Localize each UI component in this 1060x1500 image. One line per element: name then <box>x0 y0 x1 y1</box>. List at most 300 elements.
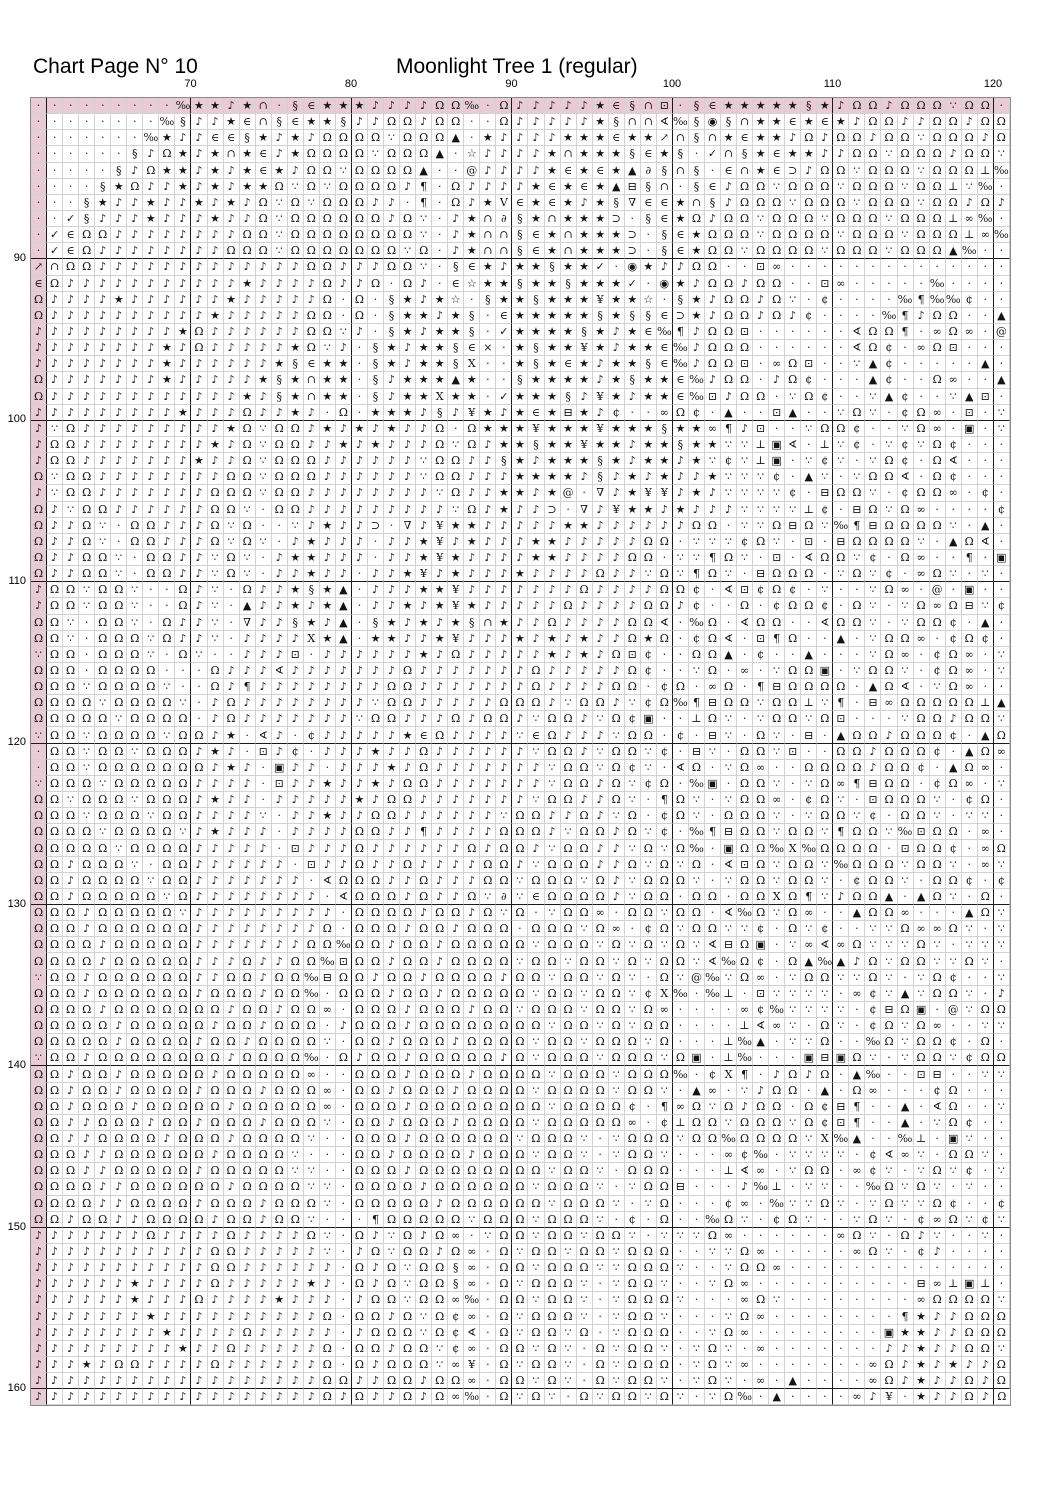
chart-cell: Ω <box>47 953 63 969</box>
chart-cell: ⊡ <box>817 276 833 292</box>
chart-cell: ∵ <box>914 1147 930 1163</box>
chart-cell: ♪ <box>400 98 416 114</box>
chart-cell: ♪ <box>31 1260 47 1276</box>
chart-cell: Ω <box>416 1050 432 1066</box>
chart-cell: · <box>705 905 721 921</box>
chart-cell: Ω <box>159 808 175 824</box>
chart-cell: ♪ <box>208 1292 224 1308</box>
chart-cell: Ω <box>962 163 978 179</box>
chart-cell: Ω <box>47 695 63 711</box>
chart-cell: Ω <box>47 792 63 808</box>
chart-cell: ∵ <box>801 421 817 437</box>
chart-cell: Ω <box>31 1034 47 1050</box>
chart-cell: · <box>641 1212 657 1228</box>
chart-cell: ★ <box>609 163 625 179</box>
chart-cell: ♪ <box>336 663 352 679</box>
chart-cell: ♪ <box>208 1325 224 1341</box>
chart-cell: · <box>962 1099 978 1115</box>
chart-cell: ¢ <box>865 808 881 824</box>
chart-cell: Ω <box>962 1147 978 1163</box>
chart-cell: Ω <box>288 1018 304 1034</box>
chart-cell: ♪ <box>384 372 400 388</box>
chart-cell: Ω <box>641 550 657 566</box>
chart-cell: ♪ <box>496 679 512 695</box>
chart-cell: ♪ <box>272 1341 288 1357</box>
chart-cell: ♪ <box>272 953 288 969</box>
chart-cell: ★ <box>288 130 304 146</box>
chart-cell: Ω <box>609 970 625 986</box>
chart-cell: § <box>512 372 528 388</box>
chart-cell: ♪ <box>609 631 625 647</box>
chart-cell: Ω <box>721 227 737 243</box>
chart-cell: ♪ <box>79 1389 95 1405</box>
chart-cell: Ω <box>657 889 673 905</box>
chart-cell: Ω <box>721 1276 737 1292</box>
chart-cell: Ω <box>881 647 897 663</box>
chart-cell: ∵ <box>785 1115 801 1131</box>
chart-cell: · <box>817 1389 833 1405</box>
chart-cell: ♪ <box>191 566 207 582</box>
chart-cell: ∩ <box>256 114 272 130</box>
chart-cell: ∵ <box>833 179 849 195</box>
chart-cell: ∵ <box>657 937 673 953</box>
chart-cell: ★ <box>689 227 705 243</box>
chart-cell: Ω <box>673 937 689 953</box>
chart-cell: ★ <box>432 598 448 614</box>
chart-cell: ∵ <box>849 808 865 824</box>
chart-cell: ★ <box>384 631 400 647</box>
chart-cell: Ω <box>208 679 224 695</box>
chart-cell: ♪ <box>400 1066 416 1082</box>
chart-cell: Ω <box>881 582 897 598</box>
chart-cell: Ω <box>914 695 930 711</box>
chart-cell: Ω <box>31 502 47 518</box>
chart-cell: ▲ <box>946 760 962 776</box>
chart-cell: ♪ <box>208 937 224 953</box>
chart-cell: Ω <box>127 679 143 695</box>
chart-cell: Ω <box>480 1115 496 1131</box>
chart-cell: ★ <box>480 259 496 275</box>
chart-cell: ∵ <box>994 970 1010 986</box>
chart-cell: ∞ <box>769 1260 785 1276</box>
chart-cell: ♪ <box>593 857 609 873</box>
chart-cell: Ω <box>865 195 881 211</box>
chart-cell: ¶ <box>962 550 978 566</box>
chart-cell: Ω <box>785 824 801 840</box>
chart-cell: Ω <box>368 808 384 824</box>
chart-cell: · <box>689 1389 705 1405</box>
chart-cell: · <box>721 744 737 760</box>
chart-cell: ¢ <box>657 744 673 760</box>
chart-cell: ♪ <box>256 1373 272 1389</box>
chart-cell: Ω <box>336 1050 352 1066</box>
chart-cell: ♪ <box>175 1389 191 1405</box>
chart-cell: ♪ <box>930 1244 946 1260</box>
chart-cell: Ω <box>352 840 368 856</box>
chart-cell: Ω <box>705 227 721 243</box>
chart-cell: ▲ <box>962 744 978 760</box>
chart-cell: ♪ <box>400 1018 416 1034</box>
chart-cell: Ω <box>384 905 400 921</box>
chart-cell: ♪ <box>352 679 368 695</box>
chart-cell: ♪ <box>143 1292 159 1308</box>
row-label: 120 <box>7 736 26 748</box>
chart-cell: Ω <box>849 598 865 614</box>
chart-cell: ⊥ <box>817 437 833 453</box>
chart-cell: Ω <box>256 195 272 211</box>
chart-cell: ♪ <box>127 324 143 340</box>
chart-cell: Ω <box>432 1292 448 1308</box>
chart-cell: ∵ <box>833 1002 849 1018</box>
chart-cell: Ω <box>881 873 897 889</box>
chart-cell: · <box>817 340 833 356</box>
chart-cell: ♪ <box>721 179 737 195</box>
chart-cell: Ω <box>801 970 817 986</box>
chart-cell: ♪ <box>368 760 384 776</box>
chart-cell: Ω <box>240 1179 256 1195</box>
chart-cell: · <box>978 921 994 937</box>
chart-cell: · <box>881 1115 897 1131</box>
chart-cell: Ω <box>785 243 801 259</box>
chart-cell: Ω <box>769 1115 785 1131</box>
chart-cell: ♪ <box>304 776 320 792</box>
chart-cell: Ω <box>31 1066 47 1082</box>
chart-cell: ∵ <box>833 970 849 986</box>
chart-cell: ¢ <box>625 1099 641 1115</box>
chart-cell: ∢ <box>849 324 865 340</box>
chart-cell: ♪ <box>304 405 320 421</box>
chart-cell: ∵ <box>416 1309 432 1325</box>
chart-cell: Ω <box>127 1163 143 1179</box>
chart-cell: ♪ <box>208 1228 224 1244</box>
chart-cell: ♪ <box>304 1389 320 1405</box>
chart-cell: · <box>336 1309 352 1325</box>
chart-cell: ▲ <box>978 727 994 743</box>
chart-cell: ♪ <box>609 857 625 873</box>
chart-cell: ★ <box>432 631 448 647</box>
chart-cell: Ω <box>159 695 175 711</box>
chart-cell: Ω <box>191 1212 207 1228</box>
chart-cell: ♪ <box>416 695 432 711</box>
chart-cell: Ω <box>95 582 111 598</box>
chart-cell: ♪ <box>240 937 256 953</box>
chart-cell: ♪ <box>47 1228 63 1244</box>
chart-cell: ¢ <box>304 727 320 743</box>
chart-cell: ¥ <box>416 566 432 582</box>
chart-cell: ♪ <box>256 340 272 356</box>
chart-cell: · <box>256 550 272 566</box>
chart-cell: ∈ <box>657 356 673 372</box>
chart-cell: ★ <box>224 727 240 743</box>
chart-cell: ★ <box>79 1357 95 1373</box>
chart-cell: ♪ <box>609 840 625 856</box>
chart-cell: § <box>272 372 288 388</box>
chart-cell: ▣ <box>817 663 833 679</box>
chart-cell: · <box>368 324 384 340</box>
chart-cell: ♪ <box>256 631 272 647</box>
chart-cell: ∵ <box>320 1228 336 1244</box>
chart-cell: Ω <box>432 453 448 469</box>
chart-cell: ★ <box>448 566 464 582</box>
chart-cell: Ω <box>208 1196 224 1212</box>
chart-cell: Ω <box>577 953 593 969</box>
chart-cell: ★ <box>496 276 512 292</box>
chart-cell: ∵ <box>272 227 288 243</box>
chart-cell: ★ <box>191 98 207 114</box>
chart-cell: ♪ <box>47 389 63 405</box>
chart-cell: Ω <box>63 727 79 743</box>
chart-cell: ★ <box>577 518 593 534</box>
chart-cell: ♪ <box>737 1099 753 1115</box>
chart-cell: ∵ <box>689 663 705 679</box>
chart-cell: · <box>79 114 95 130</box>
chart-cell: ∵ <box>512 873 528 889</box>
chart-cell: Ω <box>143 695 159 711</box>
chart-cell: ♪ <box>416 598 432 614</box>
chart-cell: Ω <box>561 1276 577 1292</box>
chart-cell: Ω <box>898 98 914 114</box>
chart-cell: ‰ <box>689 824 705 840</box>
chart-cell: Ω <box>288 1066 304 1082</box>
chart-cell: ♪ <box>368 98 384 114</box>
chart-cell: Ω <box>785 889 801 905</box>
chart-cell: ★ <box>609 292 625 308</box>
chart-cell: ‰ <box>320 953 336 969</box>
chart-cell: ▲ <box>432 146 448 162</box>
chart-cell: Ω <box>368 921 384 937</box>
chart-cell: Ω <box>593 1115 609 1131</box>
chart-cell: Ω <box>47 679 63 695</box>
chart-cell: · <box>978 469 994 485</box>
chart-cell: ♪ <box>625 566 641 582</box>
chart-cell: ♪ <box>448 760 464 776</box>
chart-cell: ♪ <box>95 308 111 324</box>
chart-cell: ♪ <box>400 421 416 437</box>
chart-cell: Ω <box>785 953 801 969</box>
chart-cell: · <box>625 1196 641 1212</box>
chart-cell: · <box>769 1050 785 1066</box>
chart-cell: ★ <box>400 566 416 582</box>
chart-cell: ∞ <box>737 663 753 679</box>
chart-cell: ♪ <box>31 1373 47 1389</box>
chart-cell: ♪ <box>384 502 400 518</box>
chart-cell: Ω <box>111 986 127 1002</box>
chart-cell: · <box>833 647 849 663</box>
chart-cell: ♪ <box>737 1179 753 1195</box>
chart-cell: ♪ <box>480 792 496 808</box>
chart-cell: ⊃ <box>625 243 641 259</box>
chart-cell: Ω <box>480 1099 496 1115</box>
chart-cell: Ω <box>881 324 897 340</box>
chart-cell: ∵ <box>865 1228 881 1244</box>
chart-cell: ¢ <box>817 502 833 518</box>
chart-cell: ¢ <box>801 308 817 324</box>
chart-cell: · <box>577 485 593 501</box>
chart-cell: Ω <box>545 873 561 889</box>
chart-cell: · <box>737 1228 753 1244</box>
chart-cell: ∵ <box>801 1147 817 1163</box>
chart-cell: ♪ <box>561 663 577 679</box>
chart-cell: ♪ <box>63 534 79 550</box>
chart-cell: Ω <box>978 1325 994 1341</box>
chart-cell: ∵ <box>625 695 641 711</box>
chart-cell: Ω <box>288 1099 304 1115</box>
chart-cell: ♪ <box>256 679 272 695</box>
chart-cell: Ω <box>384 146 400 162</box>
chart-cell: ♪ <box>240 647 256 663</box>
chart-cell: · <box>898 1083 914 1099</box>
chart-cell: ♪ <box>79 1050 95 1066</box>
chart-cell: ♪ <box>79 372 95 388</box>
chart-cell: Ω <box>625 1147 641 1163</box>
chart-cell: Ω <box>63 437 79 453</box>
chart-cell: Ω <box>95 631 111 647</box>
chart-cell: ∞ <box>769 356 785 372</box>
chart-cell: Ω <box>881 130 897 146</box>
chart-cell: ¶ <box>416 179 432 195</box>
chart-cell: ∵ <box>785 1002 801 1018</box>
chart-cell: Ω <box>400 259 416 275</box>
chart-cell: ♪ <box>79 1115 95 1131</box>
chart-cell: Ω <box>127 905 143 921</box>
chart-cell: ∵ <box>978 1228 994 1244</box>
chart-cell: ♪ <box>448 857 464 873</box>
chart-cell: Ω <box>111 1115 127 1131</box>
chart-cell: Ω <box>143 776 159 792</box>
chart-cell: Ω <box>577 1163 593 1179</box>
chart-cell: ☆ <box>464 276 480 292</box>
chart-cell: ‰ <box>689 615 705 631</box>
chart-cell: Ω <box>464 889 480 905</box>
chart-cell: ♪ <box>256 1389 272 1405</box>
chart-cell: ♪ <box>127 211 143 227</box>
chart-cell: Ω <box>79 824 95 840</box>
chart-cell: ▣ <box>705 776 721 792</box>
chart-cell: Ω <box>737 372 753 388</box>
chart-cell: ♪ <box>496 663 512 679</box>
chart-cell: Ω <box>480 905 496 921</box>
chart-cell: Ω <box>978 1309 994 1325</box>
chart-cell: ♪ <box>47 1325 63 1341</box>
chart-cell: ♪ <box>416 808 432 824</box>
chart-cell: ‰ <box>657 324 673 340</box>
chart-cell: Ω <box>240 518 256 534</box>
chart-cell: · <box>946 405 962 421</box>
chart-cell: Ω <box>240 1147 256 1163</box>
chart-cell: · <box>914 1115 930 1131</box>
chart-cell: Ω <box>79 840 95 856</box>
chart-cell: Ω <box>930 1034 946 1050</box>
chart-cell: ∵ <box>159 889 175 905</box>
chart-cell: ♪ <box>191 873 207 889</box>
chart-cell: ∵ <box>994 421 1010 437</box>
chart-cell: ♪ <box>79 1325 95 1341</box>
chart-cell: · <box>978 1099 994 1115</box>
chart-cell: ♪ <box>577 114 593 130</box>
chart-cell: Ω <box>881 453 897 469</box>
chart-cell: · <box>673 647 689 663</box>
chart-cell: ★ <box>464 389 480 405</box>
chart-cell: ∵ <box>512 727 528 743</box>
chart-cell: Ω <box>480 921 496 937</box>
chart-cell: ★ <box>288 146 304 162</box>
chart-cell: · <box>881 808 897 824</box>
chart-cell: · <box>272 824 288 840</box>
chart-cell: Ω <box>159 550 175 566</box>
chart-cell: ▣ <box>946 1131 962 1147</box>
chart-cell: ∢ <box>737 615 753 631</box>
chart-cell: · <box>801 615 817 631</box>
chart-cell: ★ <box>545 146 561 162</box>
chart-cell: § <box>625 372 641 388</box>
chart-cell: ♪ <box>256 889 272 905</box>
chart-cell: Ω <box>769 518 785 534</box>
chart-cell: ♪ <box>304 292 320 308</box>
chart-cell: ♪ <box>577 615 593 631</box>
chart-cell: Ω <box>368 1099 384 1115</box>
chart-cell: ♪ <box>127 1325 143 1341</box>
chart-cell: ♪ <box>512 776 528 792</box>
chart-cell: Ω <box>705 566 721 582</box>
chart-cell: Ω <box>175 792 191 808</box>
chart-cell: · <box>769 921 785 937</box>
chart-cell: · <box>79 98 95 114</box>
chart-cell: Ω <box>175 1050 191 1066</box>
chart-cell: · <box>143 598 159 614</box>
chart-cell: ¢ <box>641 986 657 1002</box>
chart-cell: Ω <box>448 114 464 130</box>
chart-cell: · <box>978 986 994 1002</box>
chart-cell: ∵ <box>689 873 705 889</box>
chart-cell: ♪ <box>496 776 512 792</box>
chart-cell: ‰ <box>833 857 849 873</box>
chart-cell: Ω <box>31 308 47 324</box>
chart-cell: ♪ <box>191 1276 207 1292</box>
chart-cell: ★ <box>256 179 272 195</box>
chart-cell: ♪ <box>256 259 272 275</box>
chart-cell: · <box>320 1212 336 1228</box>
chart-cell: Ω <box>545 1341 561 1357</box>
chart-cell: · <box>673 1163 689 1179</box>
chart-cell: ¢ <box>946 631 962 647</box>
chart-cell: ★ <box>753 163 769 179</box>
chart-cell: Ω <box>111 663 127 679</box>
chart-cell: ♪ <box>769 1066 785 1082</box>
chart-cell: Ω <box>753 824 769 840</box>
chart-cell: ♪ <box>528 776 544 792</box>
chart-cell: ♪ <box>224 857 240 873</box>
chart-cell: Ω <box>95 615 111 631</box>
chart-cell: Ω <box>545 1050 561 1066</box>
chart-cell: · <box>930 1147 946 1163</box>
chart-cell: ★ <box>512 356 528 372</box>
chart-cell: ★ <box>208 437 224 453</box>
chart-cell: Ω <box>47 744 63 760</box>
chart-cell: Ω <box>175 744 191 760</box>
chart-cell: ♪ <box>512 550 528 566</box>
chart-cell: ♪ <box>191 905 207 921</box>
chart-cell: Ω <box>930 857 946 873</box>
chart-cell: § <box>625 98 641 114</box>
chart-cell: Ω <box>577 824 593 840</box>
chart-cell: ∵ <box>817 889 833 905</box>
chart-cell: · <box>272 840 288 856</box>
chart-cell: Ω <box>753 1292 769 1308</box>
chart-cell: Ω <box>95 1034 111 1050</box>
chart-cell: ♪ <box>159 469 175 485</box>
chart-cell: ♪ <box>127 1099 143 1115</box>
chart-cell: ¶ <box>833 695 849 711</box>
